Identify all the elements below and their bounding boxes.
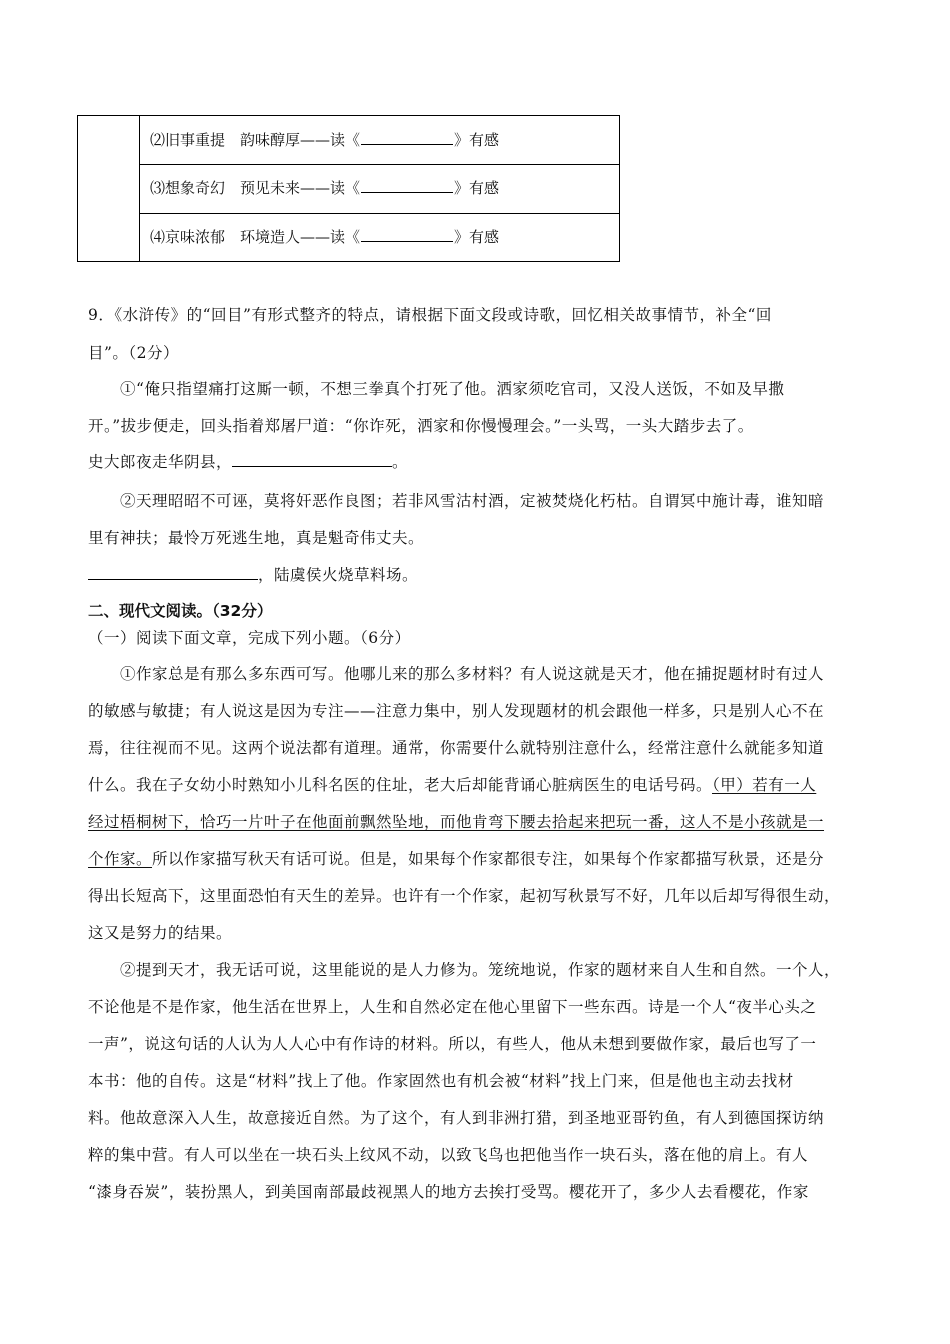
answer-blank[interactable] xyxy=(88,565,258,580)
row-label: ⑷京味浓郁 环境造人——读《 xyxy=(150,228,361,246)
row-suffix: 》有感 xyxy=(454,179,500,197)
passage-text: 所以作家描写秋天有话可说。但是，如果每个作家都很专注，如果每个作家都描写秋景，还是分 xyxy=(152,850,825,868)
passage-line xyxy=(88,847,824,869)
q9-prompt-line1: 9．《水浒传》的“回目”有形式整齐的特点，请根据下面文段或诗歌，回忆相关故事情节，补全“回 xyxy=(88,306,772,324)
q9-item1-line2: 开。”拔步便走，回头指着郑屠尸道：“你诈死，洒家和你慢慢理会。”一头骂，一头大踏步去了。 xyxy=(88,417,754,435)
reading-table xyxy=(77,115,620,262)
underlined-sentence-jia: （甲）若有一人 xyxy=(712,776,817,794)
passage-line: 这又是努力的结果。 xyxy=(88,924,233,942)
table-row xyxy=(150,129,499,150)
table-row xyxy=(150,177,499,198)
passage-line: 粹的集中营。有人可以坐在一块石头上纹风不动，以致飞鸟也把他当作一块石头，落在他的肩上。有人 xyxy=(88,1146,809,1164)
answer-suffix: ，陆虞侯火烧草料场。 xyxy=(258,566,419,584)
answer-blank[interactable] xyxy=(361,227,453,242)
passage-line: ②提到天才，我无话可说，这里能说的是人力修为。笼统地说，作家的题材来自人生和自然。一个人， xyxy=(120,961,841,979)
table-row-divider xyxy=(139,164,619,165)
passage-line: 料。他故意深入人生，故意接近自然。为了这个，有人到非洲打猎，到圣地亚哥钓鱼，有人到德国探访纳 xyxy=(88,1109,825,1127)
passage-line: 不论他是不是作家，他生活在世界上，人生和自然必定在他心里留下一些东西。诗是一个人“夜半心头之 xyxy=(88,998,817,1016)
row-label: ⑶想象奇幻 预见未来——读《 xyxy=(150,179,361,197)
q9-item1-line1: ①“俺只指望痛打这厮一顿，不想三拳真个打死了他。洒家须吃官司，又没人送饭，不如及早撒 xyxy=(120,380,785,398)
passage-line xyxy=(88,773,816,795)
row-suffix: 》有感 xyxy=(454,131,500,149)
passage-text: 什么。我在子女幼小时熟知小儿科名医的住址，老大后却能背诵心脏病医生的电话号码。 xyxy=(88,776,713,794)
table-row xyxy=(150,226,499,247)
q9-item2-line1: ②天理昭昭不可诬，莫将奸恶作良图；若非风雪沽村酒，定被焚烧化朽枯。自谓冥中施计毒，谁知暗 xyxy=(120,492,825,510)
passage-line: 本书：他的自传。这是“材料”找上了他。作家固然也有机会被“材料”找上门来，但是他也主动去找材 xyxy=(88,1072,794,1090)
row-label: ⑵旧事重提 韵味醇厚——读《 xyxy=(150,131,361,149)
table-row-divider xyxy=(139,213,619,214)
answer-suffix: 。 xyxy=(392,453,409,471)
answer-blank[interactable] xyxy=(232,452,392,467)
underlined-sentence-jia: 经过梧桐树下，恰巧一片叶子在他面前飘然坠地，而他肯弯下腰去拾起来把玩一番，这人不是小孩就是一 xyxy=(88,813,825,831)
answer-blank[interactable] xyxy=(361,178,453,193)
passage-line: 的敏感与敏捷；有人说这是因为专注——注意力集中，别人发现题材的机会跟他一样多，只是别人心不在 xyxy=(88,702,825,720)
q9-item2-line2: 里有神扶；最怜万死逃生地，真是魁奇伟丈夫。 xyxy=(88,529,425,547)
underlined-sentence-jia: 个作家。 xyxy=(88,850,153,868)
table-divider xyxy=(139,116,140,261)
passage-line: ①作家总是有那么多东西可写。他哪儿来的那么多材料？有人说这就是天才，他在捕捉题材时有过人 xyxy=(120,665,825,683)
answer-prefix: 史大郎夜走华阴县， xyxy=(88,453,233,471)
section-title: 二、现代文阅读。（32分） xyxy=(88,602,273,620)
passage-line: 一声”，说这句话的人认为人人心中有作诗的材料。所以，有些人，他从未想到要做作家，最后也写了一 xyxy=(88,1035,817,1053)
passage-line: 焉，往往视而不见。这两个说法都有道理。通常，你需要什么就特别注意什么，经常注意什么就能多知道 xyxy=(88,739,825,757)
row-suffix: 》有感 xyxy=(454,228,500,246)
q9-item2-answer xyxy=(88,563,418,585)
q9-item1-answer xyxy=(88,450,408,472)
passage-line: “漆身吞炭”，装扮黑人，到美国南部最歧视黑人的地方去挨打受骂。樱花开了，多少人去看樱花，作家 xyxy=(88,1183,809,1201)
q9-prompt-line2: 目”。（2分） xyxy=(88,344,180,362)
passage-line: 得出长短高下，这里面恐怕有天生的差异。也许有一个作家，起初写秋景写不好，几年以后却写得很生动， xyxy=(88,887,841,905)
answer-blank[interactable] xyxy=(361,130,453,145)
section-subtitle: （一）阅读下面文章，完成下列小题。（6分） xyxy=(88,629,411,647)
